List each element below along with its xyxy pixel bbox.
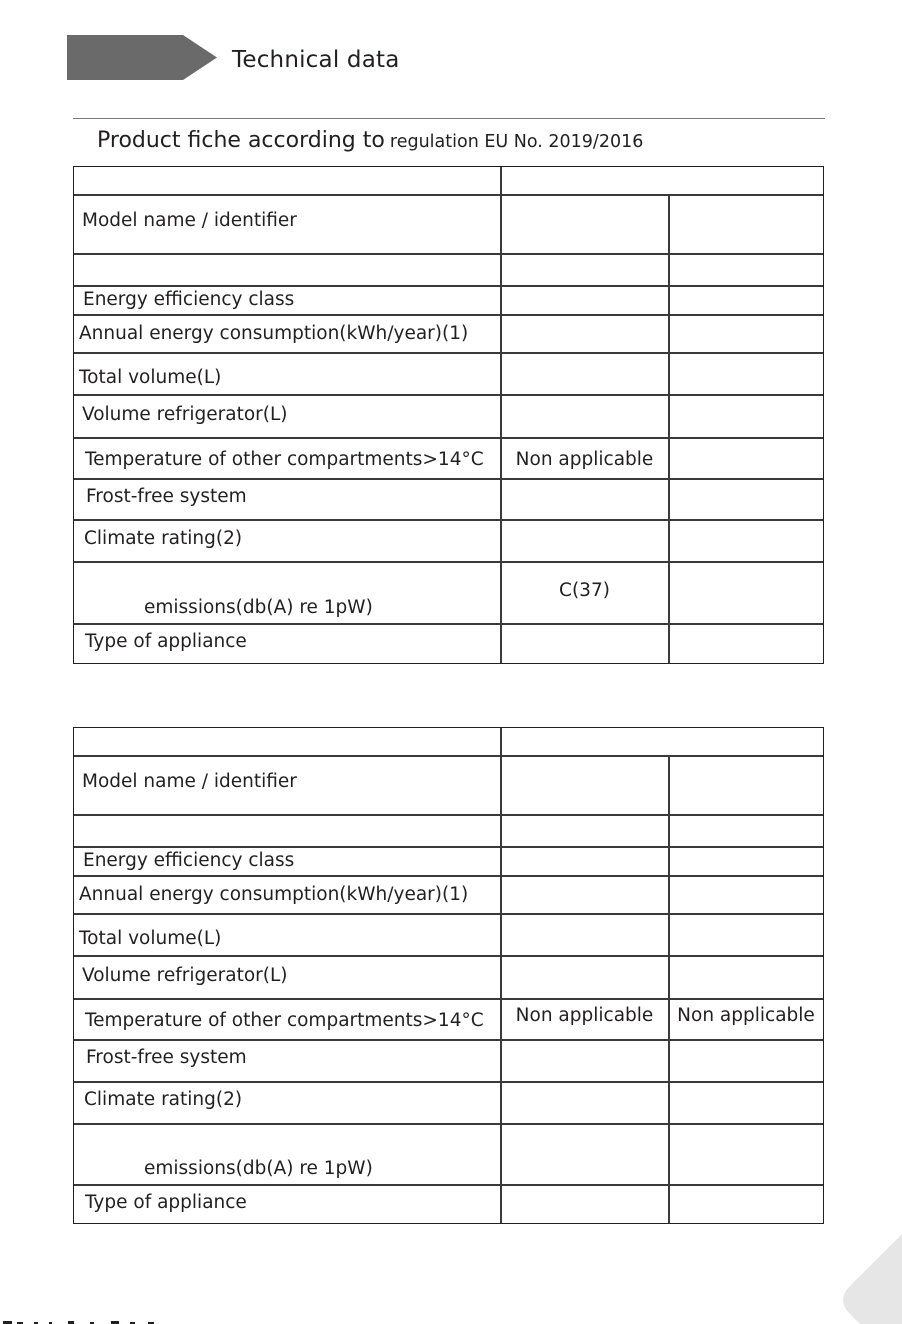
row-divider [74, 814, 823, 816]
label-type: Type of appliance [85, 1192, 247, 1213]
row-divider [74, 1081, 823, 1083]
product-fiche-table-2 [73, 727, 824, 1224]
product-fiche-table-1 [73, 166, 824, 664]
column-divider [668, 194, 670, 663]
label-noise: emissions(db(A) re 1pW) [144, 597, 373, 618]
fiche-title [97, 128, 643, 153]
fiche-title-main: Product fiche according to [97, 128, 385, 153]
row-divider [74, 352, 823, 354]
header-divider [73, 118, 825, 119]
label-frost-free: Frost-free system [86, 486, 247, 507]
row-divider [74, 394, 823, 396]
label-total-volume: Total volume(L) [79, 367, 222, 388]
label-model: Model name / identifier [82, 771, 297, 792]
label-energy-class: Energy efficiency class [83, 850, 295, 871]
label-total-volume: Total volume(L) [79, 928, 222, 949]
section-arrow-icon [67, 35, 217, 80]
row-divider [74, 561, 823, 563]
value-noise-col1: C(37) [559, 580, 610, 601]
label-noise: emissions(db(A) re 1pW) [144, 1158, 373, 1179]
value-temperature-col2: Non applicable [677, 1005, 815, 1026]
label-climate: Climate rating(2) [84, 528, 243, 549]
label-volume-refrigerator: Volume refrigerator(L) [82, 404, 288, 425]
label-energy-class: Energy efficiency class [83, 289, 295, 310]
row-divider [74, 1184, 823, 1186]
row-divider [74, 623, 823, 625]
label-annual-energy: Annual energy consumption(kWh/year)(1) [79, 323, 469, 344]
row-divider [74, 1039, 823, 1041]
row-divider [74, 913, 823, 915]
row-divider [74, 1123, 823, 1125]
cut-off-text-fragment [0, 1320, 160, 1324]
fiche-title-regulation: regulation EU No. 2019/2016 [389, 132, 644, 152]
label-volume-refrigerator: Volume refrigerator(L) [82, 965, 288, 986]
section-title: Technical data [232, 47, 400, 73]
row-divider [74, 285, 823, 287]
row-divider [74, 314, 823, 316]
row-divider [74, 955, 823, 957]
row-divider [74, 846, 823, 848]
row-divider [74, 998, 823, 1000]
row-divider [74, 875, 823, 877]
label-frost-free: Frost-free system [86, 1047, 247, 1068]
value-temperature-col1: Non applicable [515, 449, 654, 470]
label-temperature-other: Temperature of other compartments>14°C [85, 1010, 484, 1031]
row-divider [74, 194, 823, 196]
value-temperature-col1: Non applicable [515, 1005, 654, 1026]
row-divider [74, 253, 823, 255]
label-type: Type of appliance [85, 631, 247, 652]
row-divider [74, 519, 823, 521]
column-divider [668, 755, 670, 1223]
column-divider [500, 728, 502, 1223]
row-divider [74, 437, 823, 439]
page-corner-decoration [842, 1234, 902, 1324]
label-temperature-other: Temperature of other compartments>14°C [85, 449, 484, 470]
row-divider [74, 755, 823, 757]
label-model: Model name / identifier [82, 210, 297, 231]
row-divider [74, 478, 823, 480]
label-annual-energy: Annual energy consumption(kWh/year)(1) [79, 884, 469, 905]
label-climate: Climate rating(2) [84, 1089, 243, 1110]
